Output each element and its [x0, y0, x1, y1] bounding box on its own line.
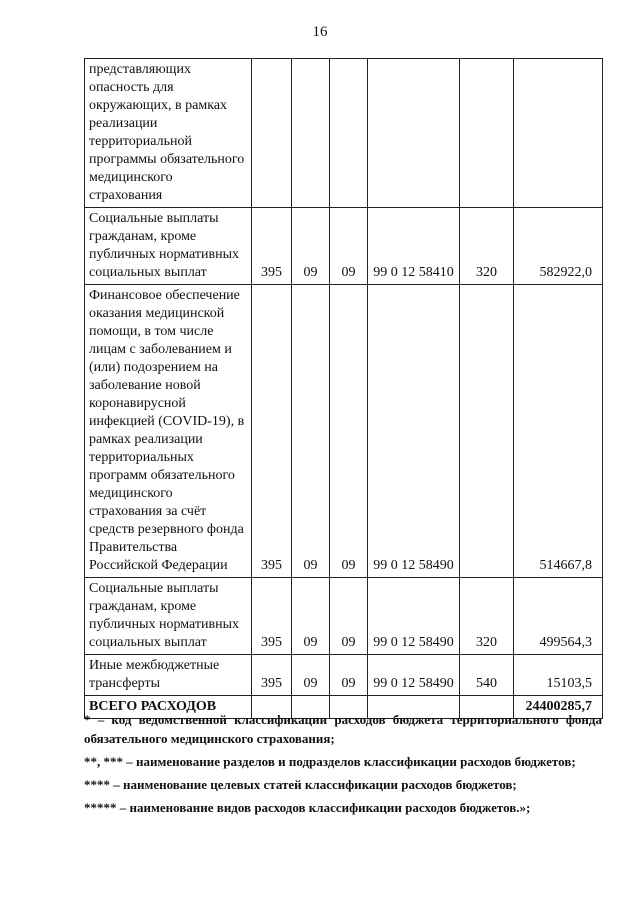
footnote: ***** – наименование видов расходов классификации расходов бюджетов.»;: [84, 800, 531, 815]
row-expense-type: 320: [460, 578, 514, 655]
row-expense-type: 320: [460, 208, 514, 285]
row-ministry-code: 395: [252, 578, 292, 655]
table-row: [85, 578, 603, 655]
row-amount: 15103,5: [514, 655, 603, 696]
total-amount: 24400285,7: [514, 696, 603, 719]
row-expense-type: [460, 59, 514, 208]
table-row: [85, 208, 603, 285]
row-amount: 499564,3: [514, 578, 603, 655]
row-target-article: 99 0 12 58490: [368, 285, 460, 578]
page-number: 16: [312, 24, 328, 40]
row-ministry-code: 395: [252, 655, 292, 696]
row-target-article: 99 0 12 58490: [368, 655, 460, 696]
table-row: [85, 655, 603, 696]
row-subsection: 09: [330, 285, 368, 578]
row-target-article: [368, 59, 460, 208]
footnotes: [84, 710, 602, 821]
row-name: Социальные выплаты гражданам, кроме публичных нормативных социальных выплат: [85, 578, 252, 655]
row-name: Иные межбюджетные трансферты: [85, 655, 252, 696]
table-row: [85, 285, 603, 578]
footnote: **** – наименование целевых статей классификации расходов бюджетов;: [84, 777, 517, 792]
row-subsection: 09: [330, 655, 368, 696]
row-ministry-code: 395: [252, 285, 292, 578]
row-amount: [514, 59, 603, 208]
row-name: представляющих опасность для окружающих, в рамках реализации территориальной программы обязательного медицинского страхования: [85, 59, 252, 208]
row-target-article: 99 0 12 58490: [368, 578, 460, 655]
row-target-article: 99 0 12 58410: [368, 208, 460, 285]
budget-table: [84, 58, 603, 719]
row-expense-type: [460, 285, 514, 578]
row-section: 09: [292, 208, 330, 285]
row-name: Финансовое обеспечение оказания медицинской помощи, в том числе лицам с заболеванием и (или) подозрением на заболевание новой коронавирусной инфекцией (COVID-19), в рамках реализации территориальных программ обязательного медицинского страхования за счёт средств резервного фонда Правительства Российской Федерации: [85, 285, 252, 578]
footnote: **, *** – наименование разделов и подразделов классификации расходов бюджетов;: [84, 754, 576, 769]
row-section: 09: [292, 285, 330, 578]
table-row: [85, 59, 603, 208]
row-section: 09: [292, 578, 330, 655]
row-section: [292, 59, 330, 208]
row-name: Социальные выплаты гражданам, кроме публичных нормативных социальных выплат: [85, 208, 252, 285]
row-amount: 582922,0: [514, 208, 603, 285]
row-subsection: 09: [330, 578, 368, 655]
row-ministry-code: [252, 59, 292, 208]
row-amount: 514667,8: [514, 285, 603, 578]
row-expense-type: 540: [460, 655, 514, 696]
row-subsection: [330, 59, 368, 208]
total-label: ВСЕГО РАСХОДОВ: [85, 696, 252, 719]
footnote: * – код ведомственной классификации расходов бюджета территориального фонда обязательного медицинского страхования;: [84, 712, 602, 746]
row-subsection: 09: [330, 208, 368, 285]
row-ministry-code: 395: [252, 208, 292, 285]
row-section: 09: [292, 655, 330, 696]
